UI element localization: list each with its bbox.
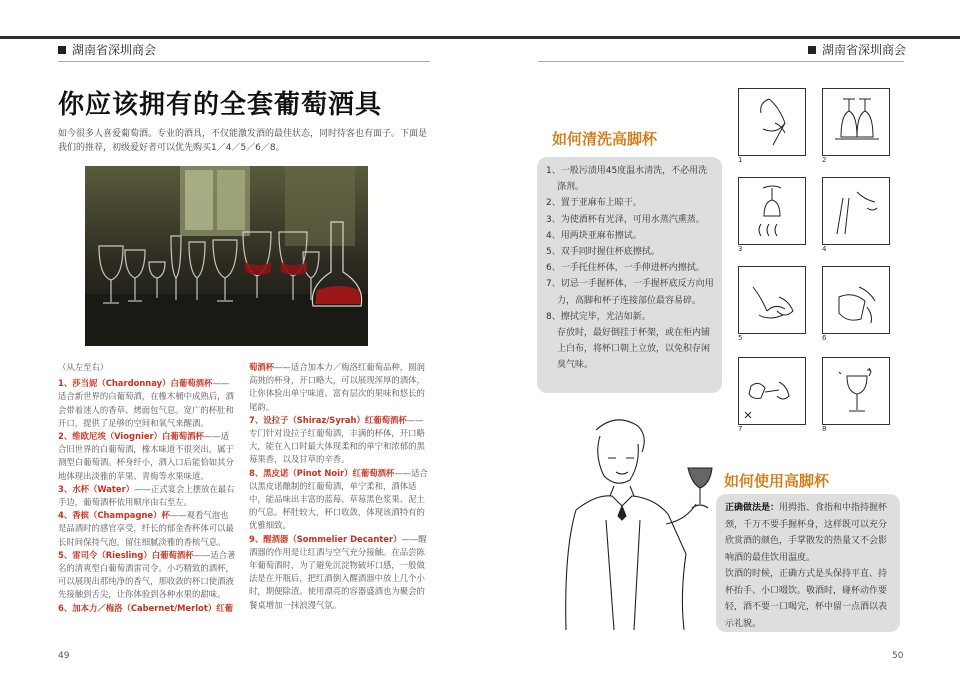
list-item: 1、莎当妮（Chardonnay）白葡萄酒杯——适合新世界的白葡萄酒，在橡木桶中成熟后，酒会带着迷人的香草、烤面包气息。宽广的杯肚和开口，提供了足够的空间和氧气来醒酒。 [58,378,234,428]
wash-diagram-5 [738,266,806,334]
use-lead: 正确做法是： [725,503,780,513]
wash-diagram-4 [822,177,890,245]
wash-diagram-8 [822,357,890,425]
use-text [725,500,895,632]
wash-diagram-2 [822,88,890,156]
diagram-label: 6 [822,334,827,342]
list-item: 4、香槟（Champagne）杯——观看气泡也是品酒时的感官享受，纤长的郁金香杯体可以最长时间保持气泡，留住细腻淡雅的香槟气息。 [58,510,234,547]
glass-list-col2 [249,361,430,612]
header-left-label: 湖南省深圳商会 [72,43,157,57]
header-rule-right [538,61,904,62]
list-item: 2、维欧尼埃（Viognier）白葡萄酒杯——适合旧世界的白葡萄酒，橡木味道不很突出，属于测型白葡萄酒。杯身纤小，酒入口后能恰如其分地体现出淡雅的苹果、青梅等水果味道。 [58,431,234,481]
header-right [808,41,906,58]
diagram-label: 8 [822,425,827,433]
top-rule [0,36,960,39]
list-item: 2、置于亚麻布上晾干。 [546,198,642,209]
list-item: 7、设拉子（Shiraz/Syrah）红葡萄酒杯——专门针对设拉子红葡萄酒，丰满的杯体，开口略大，能在入口时最大体现柔和的单宁和浓郁的黑莓果香，以及甘草的辛香。 [249,414,425,465]
list-item: 4、用两块亚麻布擦试。 [546,230,642,241]
list-item: 5、雷司令（Riesling）白葡萄酒杯——适合著名的清爽型白葡萄酒雷司令。小巧精致的酒杯，可以展现出那纯净的香气，那收敛的杯口使酒液先接触到舌尖，让你体验到各种水果的甜味。 [58,549,236,600]
wash-diagram-7 [738,357,806,425]
wash-diagram-1 [738,88,806,156]
diagram-label: 7 [738,425,743,433]
square-icon [808,46,816,54]
use-paragraph-2: 饮酒的时候，正确方式是头保持平直、持杯抬手、小口啜饮。敬酒时，碰杯动作要轻，酒不要一口喝完，杯中留一点酒以表示礼貌。 [725,569,888,629]
list-item: 萄酒杯——适合加本力／梅洛红葡萄品种，圆润高挑的杯身，开口略大，可以展现浑厚的酒体，让你体验出单宁味道、富有层次的果味和悠长的尾韵。 [249,362,425,412]
header-rule-left [58,61,430,62]
wash-diagram-6 [822,266,890,334]
intro-paragraph: 如今很多人喜爱葡萄酒。专业的酒具，不仅能激发酒的最佳状态，同时待客也有面子。下面是我们的推荐，初级爱好者可以优先购买1／4／5／6／8。 [58,129,428,153]
list-item: 5、双手同时握住杯底擦拭。 [546,247,660,258]
square-icon [58,46,66,54]
wash-diagram-3 [738,177,806,245]
wine-glasses-photo [85,166,368,346]
list-item: 6、加本力／梅洛（Cabernet/Merlot）红葡 [58,602,234,613]
list-item: 1、一般污渍用45度温水清洗，不必用洗涤剂。 [546,166,708,193]
wash-title: 如何清洗高脚杯 [552,130,658,148]
list-item: 6、一手托住杯体，一手伸进杯内擦拭。 [546,263,705,274]
diagram-label: 4 [822,245,827,253]
wash-steps-box [537,157,722,393]
header-right-label: 湖南省深圳商会 [822,43,907,57]
page-title: 你应该拥有的全套葡萄酒具 [58,90,383,120]
header-left [58,41,156,58]
sommelier-illustration [556,410,716,646]
list-item: 8、擦拭完毕，光洁如新。 [546,311,651,322]
list-item: 存放时，最好倒挂于杯架，或在柜内铺上白布，将杯口朝上立放，以免积存闲臭气味。 [557,328,711,371]
use-paragraph-1: 用拇指、食指和中指持握杯颈，千万不要手握杯身，这样既可以充分欣赏酒的颜色，手掌散发的热量又不会影响酒的最佳饮用温度。 [725,503,888,563]
photo-caption: （从左至右） [58,362,109,372]
use-title: 如何使用高脚杯 [724,472,830,490]
list-item: 3、水杯（Water）——正式宴会上摆放在最右手边，葡萄酒杯依用顺序由右至左。 [58,483,235,508]
page-number-right: 50 [892,651,904,661]
glass-list-col1 [58,361,236,615]
list-item: 9、醒酒器（Sommelier Decanter）——醒酒器的作用是让红酒与空气充分接触。在品尝陈年葡萄酒时，为了避免沉淀物破坏口感，一般做法是在开瓶后，把红酒倒入醒酒器中放上几个小时，期便除渣。使用漂亮的容器盛酒也为聚会的餐桌增加一抹浪漫气氛。 [249,533,427,610]
list-item: 7、切忌一手握杯体，一手握杯底反方向用力，高脚和杯子连接部位最容易碎。 [546,279,714,306]
diagram-label: 5 [738,334,743,342]
list-item: 3、为使酒杯有光泽，可用水蒸汽熏蒸。 [546,214,705,225]
use-box [716,494,900,632]
list-item: 8、黑皮诺（Pinot Noir）红葡萄酒杯——适合以黑皮诺酿制的红葡萄酒，单宁柔和，酒体适中，能品味出丰富的蓝莓、草莓黑色浆果、泥土的气息。杯肚较大，杯口收敛，体现该酒特有的优雅细致。 [249,467,428,531]
diagram-label: 3 [738,245,743,253]
diagram-label: 2 [822,156,827,164]
diagram-label: 1 [738,156,743,164]
page-number-left: 49 [58,651,70,661]
wash-steps-list [546,163,716,374]
